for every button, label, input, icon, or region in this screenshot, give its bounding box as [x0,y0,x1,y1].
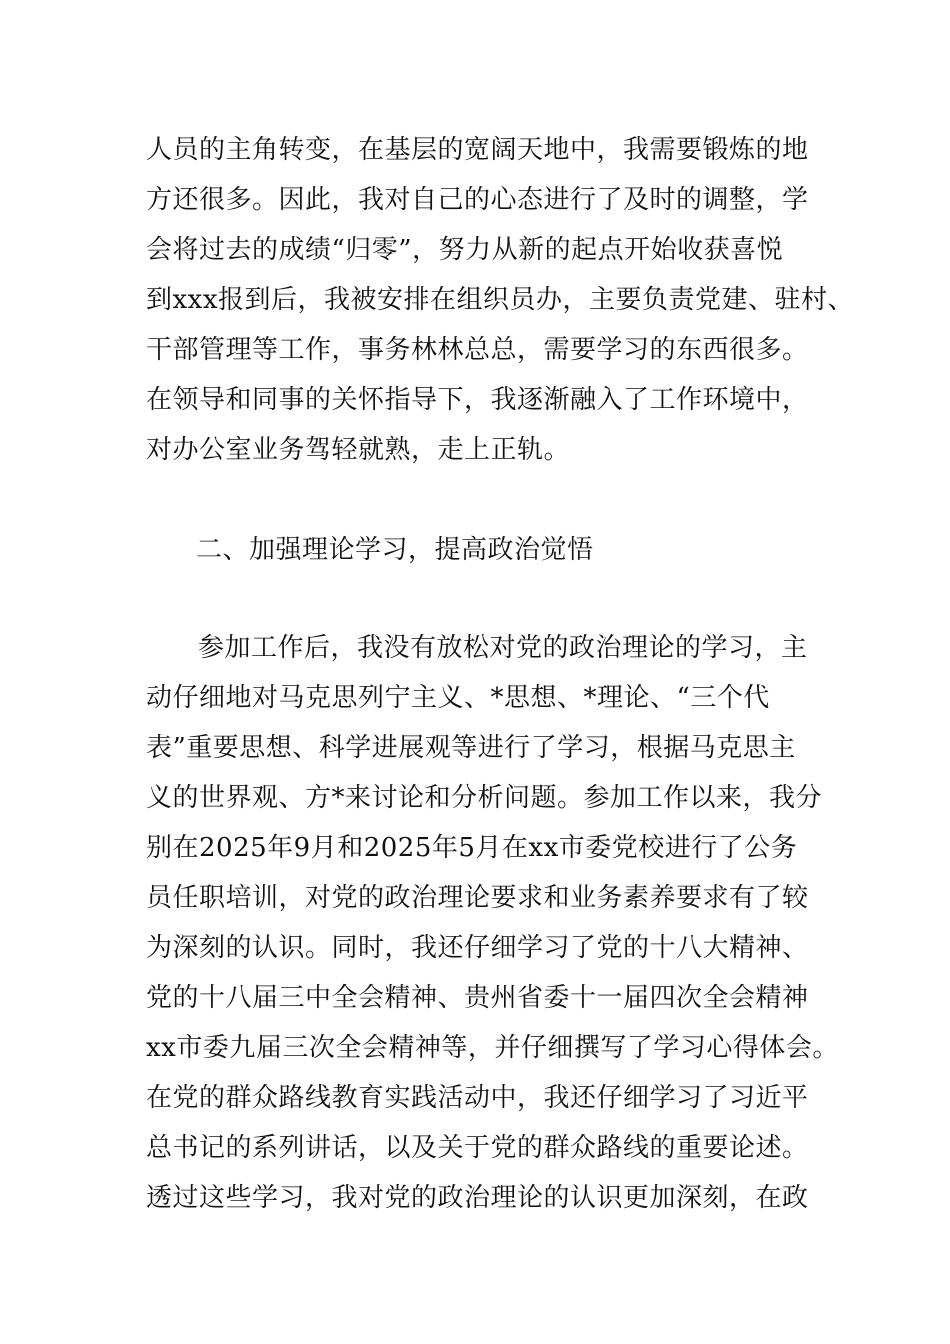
section-heading: 二、加强理论学习，提高政治觉悟 [196,535,594,565]
paragraph-line: 员任职培训，对党的政治理论要求和业务素养要求有了较 [146,883,809,913]
paragraph-line: 义的世界观、方*来讨论和分析问题。参加工作以来，我分 [146,783,823,813]
paragraph-line: 总书记的系列讲话，以及关于党的群众路线的重要论述。 [146,1133,809,1163]
paragraph-line: 动仔细地对马克思列宁主义、*思想、*理论、“三个代 [146,683,770,713]
paragraph-line: 透过这些学习，我对党的政治理论的认识更加深刻，在政 [146,1183,809,1213]
paragraph-line: 在领导和同事的关怀指导下，我逐渐融入了工作环境中， [146,385,809,415]
paragraph-line: 到xxx报到后，我被安排在组织员办，主要负责党建、驻村、 [146,285,854,315]
paragraph-line: 党的十八届三中全会精神、贵州省委十一届四次全会精神 [146,983,809,1013]
paragraph-line: 对办公室业务驾轻就熟，走上正轨。 [146,435,571,465]
paragraph-line: 干部管理等工作，事务林林总总，需要学习的东西很多。 [146,335,809,365]
paragraph-line: 人员的主角转变，在基层的宽阔天地中，我需要锻炼的地 [146,135,809,165]
paragraph-line: 表”重要思想、科学进展观等进行了学习，根据马克思主 [146,733,796,763]
paragraph-line: 为深刻的认识。同时，我还仔细学习了党的十八大精神、 [146,933,809,963]
paragraph-line: 参加工作后，我没有放松对党的政治理论的学习，主 [198,633,808,663]
paragraph-line: 会将过去的成绩“归零”，努力从新的起点开始收获喜悦 [146,235,784,265]
paragraph-line: 在党的群众路线教育实践活动中，我还仔细学习了习近平 [146,1083,809,1113]
paragraph-line: 别在2025年9月和2025年5月在xx市委党校进行了公务 [146,833,798,863]
paragraph-line: xx市委九届三次全会精神等，并仔细撰写了学习心得体会。 [146,1033,839,1063]
paragraph-line: 方还很多。因此，我对自己的心态进行了及时的调整，学 [146,185,809,215]
